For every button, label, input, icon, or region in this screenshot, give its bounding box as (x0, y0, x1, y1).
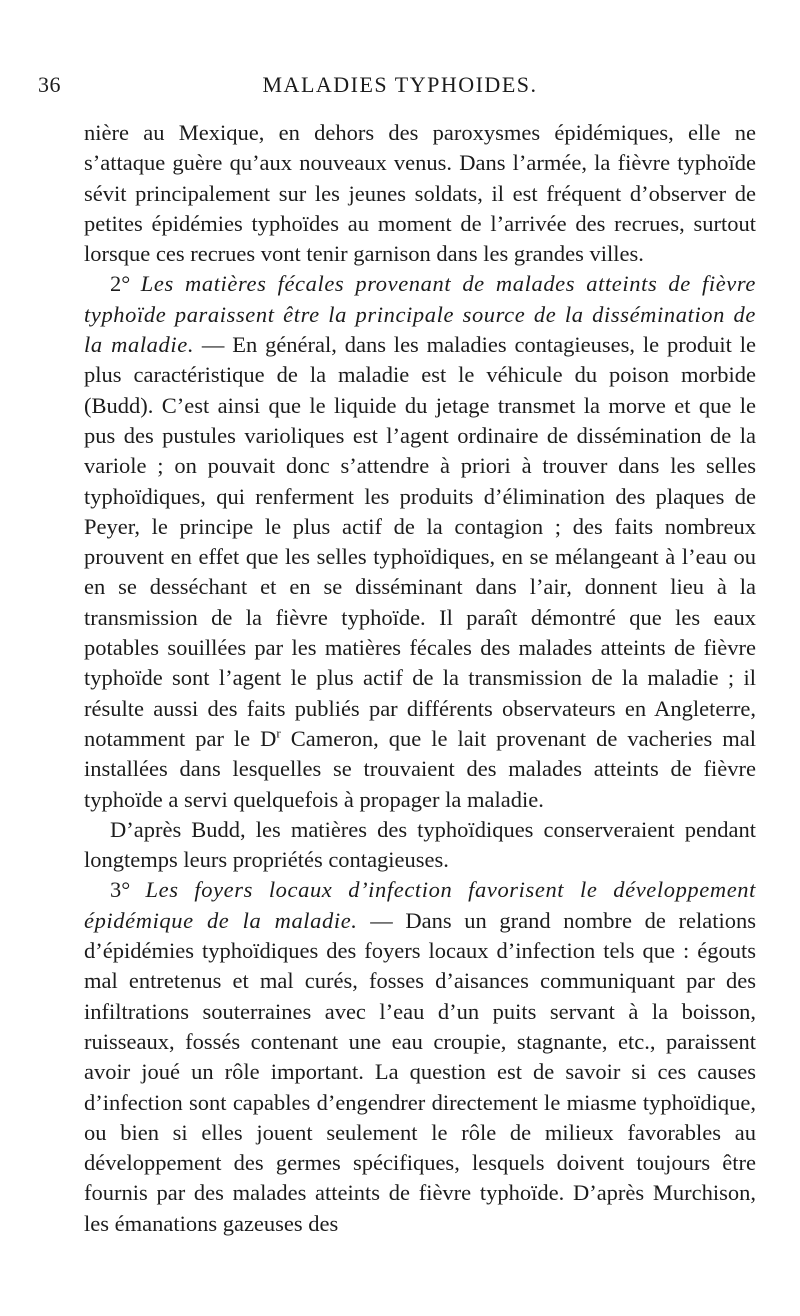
paragraph-text: D’après Budd, les matières des typhoïdiques conserveraient pendant longtemps leurs propriétés contagieuses. (84, 816, 756, 873)
superscript: r (276, 725, 281, 741)
paragraph-text: nière au Mexique, en dehors des paroxysmes épidémiques, elle ne s’attaque guère qu’aux nouveaux venus. Dans l’armée, la fièvre typhoïde sévit principalement sur les jeunes soldats, il est fréquent d’observer de petites épidémies typhoïdes au moment de l’arrivée des recrues, surtout lorsque ces recrues vont tenir garnison dans les grandes villes. (84, 120, 756, 267)
section-heading: Les matières fécales provenant de malades atteints de fièvre typhoïde paraissent être la principale source de la dissémination de la maladie. (84, 271, 756, 358)
paragraph-text: — En général, dans les maladies contagieuses, le produit le plus caractéristique de la maladie est le véhicule du poison morbide (Budd). C’est ainsi que le liquide du jetage transmet la morve et que le pus des pustules varioliques est l’agent ordinaire de dissémination de la variole ; on pouvait donc s’attendre à priori à trouver dans les selles typhoïdiques, qui renferment les produits d’élimination des plaques de Peyer, le principe le plus actif de la contagion ; des faits nombreux prouvent en effet que les selles typhoïdiques, en se mélangeant à l’eau ou en se desséchant et en se disséminant dans l’air, donnent lieu à la transmission de la fièvre typhoïde. Il paraît démontré que les eaux potables souillées par les matières fécales des malades atteints de fièvre typhoïde sont l’agent le plus actif de la transmission de la maladie ; il résulte aussi des faits publiés par différents observateurs en Angleterre, notamment par le D (84, 332, 757, 751)
paragraph-section-3 (84, 875, 756, 1239)
page-number: 36 (38, 72, 61, 97)
body-text (84, 118, 756, 1239)
paragraph-text: Cameron, que le lait provenant de vacheries mal installées dans lesquelles se trouvaient des malades atteints de fièvre typhoïde a servi quelquefois à propager la maladie. (84, 725, 757, 812)
section-heading: Les foyers locaux d’infection favorisent le développement épidémique de la maladie. (84, 877, 756, 933)
paragraph-text: — Dans un grand nombre de relations d’épidémies typhoïdiques des foyers locaux d’infection tels que : égouts mal entretenus et mal curés, fosses d’aisances communiquant par des infiltrations souterraines avec l’eau d’un puits servant à la boisson, ruisseaux, fossés contenant une eau croupie, stagnante, etc., paraissent avoir joué un rôle important. La question est de savoir si ces causes d’infection sont capables d’engendrer directement le miasme typhoïdique, ou bien si elles jouent seulement le rôle de milieux favorables au développement des germes spécifiques, lesquels doivent toujours être fournis par des malades atteints de fièvre typhoïde. D’après Murchison, les émanations gazeuses des (84, 907, 757, 1236)
paragraph-budd (84, 815, 756, 876)
paragraph-section-2 (84, 269, 756, 814)
running-title: MALADIES TYPHOIDES. (262, 72, 538, 97)
section-number: 3° (110, 877, 131, 903)
paragraph-continuation (84, 118, 756, 269)
section-number: 2° (110, 271, 131, 297)
